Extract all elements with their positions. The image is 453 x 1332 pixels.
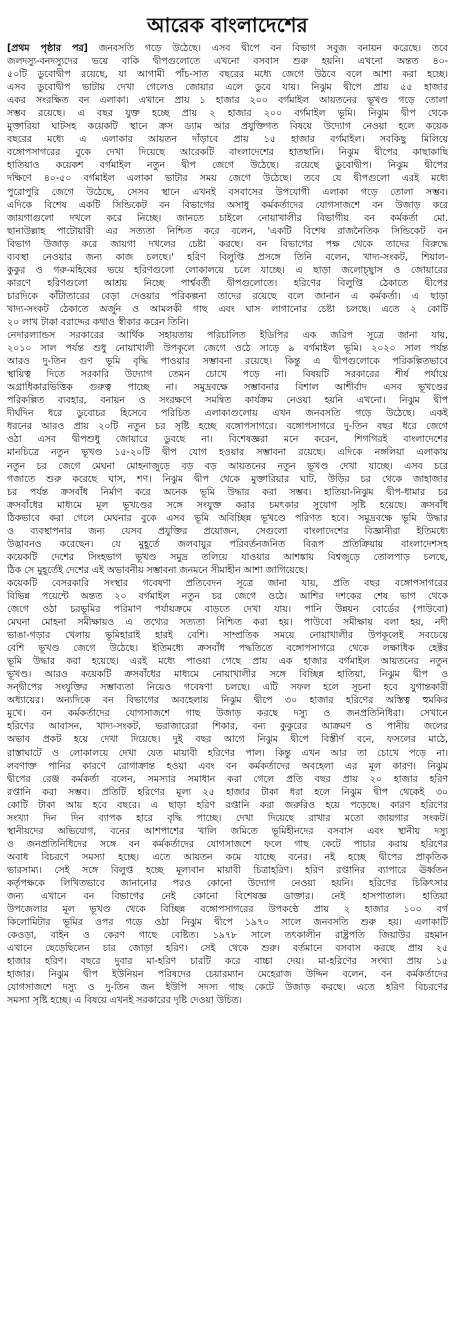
text-line bbox=[7, 812, 448, 825]
text-line bbox=[7, 733, 448, 746]
text-line-content: বিভাগ উজাড় করে জায়গা দখলের চেষ্টা করছে। বন বিভাগের পক্ষ থেকে তাদের বিরুদ্ধে bbox=[7, 238, 448, 250]
text-line-content: হাজার হরিণ। বছরে দুবার মা-হরিণ চারটি করে বাচ্চা দেয়। মা-হরিণের সংখ্যা প্রায় ১৫ bbox=[7, 956, 448, 968]
text-line bbox=[7, 186, 448, 199]
text-line-content: ভূখণ্ড। আরও কয়েকটি ক্রসবাঁধের মাধ্যমে নোয়াখালীর সঙ্গে বিচ্ছিন্ন হাতিয়া, নিঝুম দ্বীপ ও bbox=[7, 669, 448, 681]
text-line bbox=[7, 120, 448, 133]
headline: আরেক বাংলাদেশের bbox=[147, 13, 308, 37]
text-line bbox=[7, 994, 448, 1007]
text-line bbox=[7, 838, 448, 851]
text-line-content: কুকুর ও গরু-মহিষের ভয়ে হরিণগুলো লোকালয়ে চলে যাচ্ছে। এ ছাড়া জলোচ্ছ্বাস ও জোয়ারের bbox=[7, 264, 448, 276]
text-line bbox=[7, 355, 448, 368]
text-line-content: মুক্তারিয়া ঘাটসহ কয়েকটি স্থানে ক্রস ড্যাম আর প্রযুক্তিগত বিষয়ে উদ্যোগ নেওয়া হলে কয়েক bbox=[7, 121, 448, 133]
text-line-content: অগ্রাধিকারভিত্তিক গুরুত্ব পাচ্ছে না। সমুদ্রবক্ষে সম্ভাবনার বিশাল আশীর্বাদ এসব ভূখণ্ডের bbox=[7, 382, 448, 394]
text-line bbox=[7, 251, 448, 264]
text-line bbox=[7, 394, 448, 407]
text-line bbox=[7, 629, 448, 642]
text-line bbox=[7, 342, 448, 355]
text-line bbox=[7, 290, 448, 303]
text-line-content: কোটি টাকা আয় হবে বছরে। এ ছাড়া হরিণ রপ্তানি করা জরুরিও হয়ে পড়েছে। কারণ হরিণের bbox=[7, 799, 448, 811]
text-line-content: স্থায়িত্ব দিতে সরকারি উদ্যোগ তেমন চোখে পড়ে না। বিষয়টি সরকারের শীর্ষ পর্যায়ে bbox=[7, 369, 448, 381]
text-line-content: ওঠা এসব দ্বীপশুধু জোয়ারে ডুবছে না। বিশেষজ্ঞরা মনে করেন, শিগগিরই বাংলাদেশের bbox=[7, 434, 448, 446]
text-line-content: বিভিন্ন পয়েন্টে অন্তত ২০ বর্গমাইল নতুন চর জেগে ওঠে। আশির দশকের শেষ ভাগ থেকে bbox=[7, 590, 448, 602]
text-line bbox=[7, 773, 448, 786]
text-line-content: আরও দু-তিন গুণ ভূমি বৃদ্ধি পাওয়ার সম্ভাবনা রয়েছে। কিন্তু এ দ্বীপগুলোকে পরিকল্পিতভাবে bbox=[7, 356, 448, 368]
text-line bbox=[7, 890, 448, 903]
text-line-content: বছরের মধ্যে এ এলাকার আয়তন দাঁড়াবে প্রায় ১৫ হাজার বর্গমাইল। সবকিছু মিলিয়ে bbox=[7, 134, 448, 146]
text-line-content: সংখ্যা দিন দিন ব্যাপক হারে বৃদ্ধি পাচ্ছে। দেখা দিয়েছে রাখার মতো জায়গার সংকট। bbox=[7, 812, 448, 824]
continuation-marker: [প্রথম পৃষ্ঠার পর] bbox=[7, 43, 88, 54]
text-line bbox=[7, 564, 448, 577]
text-line-content: বেশি ভূখণ্ড জেগে উঠেছে। ইতিমধ্যে ক্রসবাঁধ পদ্ধতিতে বঙ্গোপসাগরে থেকে লক্ষাধিক হেক্টর bbox=[7, 643, 448, 655]
text-line bbox=[7, 133, 448, 146]
text-line bbox=[7, 916, 448, 929]
text-line-content: ৫০টি ডুবোদ্বীপ রয়েছে, যা আগামী পাঁচ-সাত বছরের মধ্যে জেগে উঠবে বলে আশা করা হচ্ছে। bbox=[7, 69, 448, 81]
text-line bbox=[7, 277, 448, 290]
text-line bbox=[7, 525, 448, 538]
text-line bbox=[7, 303, 448, 316]
text-line bbox=[7, 760, 448, 773]
text-line-content: কয়েকটি দেশের সিংহভাগ ভূখণ্ড সমুদ্র তলিয়ে যাওয়ার আশঙ্কায় বিশ্বজুড়ে তোলপাড় চলছে, bbox=[7, 551, 448, 563]
text-line bbox=[7, 420, 448, 433]
text-line bbox=[7, 825, 448, 838]
text-line bbox=[7, 433, 448, 446]
text-line bbox=[7, 81, 448, 94]
text-line-content: জন্য এখানে বন বিভাগের নেই কোনো বিশেষজ্ঞ ডাক্তার। নেই হাসপাতাল। হাতিয়া bbox=[7, 891, 448, 903]
text-line bbox=[7, 446, 448, 459]
text-line bbox=[7, 577, 448, 590]
text-line bbox=[7, 551, 448, 564]
text-line-content: উদ্ভাবনও করেছেন। যে মুহূর্তে জলবায়ুর পরিবর্তনজনিত বিরূপ প্রতিক্রিয়ায় বাংলাদেশসহ bbox=[7, 538, 448, 550]
text-line-content: চারদিকে কাঁটাতারের বেড়া দেওয়ার পরিকল্পনা তাদের রয়েছে বলে জানান এ কর্মকর্তা। এ ছাড়া bbox=[7, 290, 448, 302]
text-line bbox=[7, 981, 448, 994]
text-line bbox=[7, 473, 448, 486]
text-line bbox=[7, 720, 448, 733]
text-line-content: কয়েকটি বেসরকারি সংস্থার গবেষণা প্রতিবেদন সূত্রে জানা যায়, প্রতি বছর বঙ্গোপসাগরের bbox=[7, 577, 448, 589]
text-line-content: রাস্তাঘাটে ও লোকালয়ে দেখা যেত মায়াবী হরিণের পাল। কিন্তু এখন আর তা চোখে পড়ে না। bbox=[7, 747, 448, 759]
text-line-content: কিলোমিটার ভূমির ওপর গড়ে ওঠা নিঝুম দ্বীপে ১৯৭০ সালে জনবসতি শুরু হয়। এলাকাটি bbox=[7, 917, 448, 929]
text-line-content: অধ্যায়ের। অন্যদিকে বন বিভাগের অবহেলায় নিঝুম দ্বীপে ৩০ হাজার হরিণের অস্তিত্ব হুমকির bbox=[7, 695, 448, 707]
text-line-content: কারণে হরিণগুলো আশ্রয় নিচ্ছে পার্শ্ববর্তী দ্বীপগুলোতে। হরিণের বিলুপ্তি ঠেকাতে দ্বীপের bbox=[7, 277, 448, 289]
text-line bbox=[7, 159, 448, 172]
text-line bbox=[7, 616, 448, 629]
text-line-content: একর সংরক্ষিত বন এলাকা। এখানে প্রায় ১ হাজার ২০০ বর্গমাইল আয়তনের ভূখণ্ড গড়ে তোলা bbox=[7, 95, 448, 107]
text-line-content: মেঘনা মোহনা সমীক্ষায়ও এ তথ্যের সত্যতা নিশ্চিত করা হয়। পাউবো সমীক্ষায় বলা হয়, নদী bbox=[7, 617, 448, 629]
paragraph-3 bbox=[7, 577, 448, 1008]
text-line-content: কেওড়া, বাইন ও কেরণ গাছে বেষ্টিত। ১৯৭৮ সালে তৎকালীন রাষ্ট্রপতি জিয়াউর রহমান bbox=[7, 930, 448, 942]
text-line-content: সমস্যা সৃষ্টি হচ্ছে। এ বিষয়ে এখনই সরকারের দৃষ্টি দেওয়া উচিত। bbox=[7, 995, 242, 1007]
text-line-content: পুরোপুরি জেগে উঠেছে, সেসব স্থানে এখনই বসবাসের উপযোগী এলাকা গড়ে তোলা সম্ভব। bbox=[7, 186, 448, 198]
text-line-content: ঠিকভাবে করা গেলে মেঘনার বুকে এসব ভূমি অবিচ্ছিন্ন ভূখণ্ডে পরিণত হবে। সমুদ্রবক্ষে ভূমি উদ্ধার bbox=[7, 512, 448, 524]
text-line-content: কর্তৃপক্ষকে লিখিতভাবে জানানোর পরও কোনো উদ্যোগ নেওয়া হয়নি। হরিণের চিকিৎসার bbox=[7, 878, 448, 889]
text-line bbox=[7, 942, 448, 955]
text-line bbox=[7, 747, 448, 760]
text-line bbox=[7, 146, 448, 159]
text-line-content: মুখে। বন কর্মকর্তাদের যোগসাজশে গাছ উজাড় করছে দস্যু ও জনপ্রতিনিধিরা। সেখানে bbox=[7, 708, 448, 720]
text-line-content: সম্ভব রয়েছে। এ বছর যুক্ত হচ্ছে প্রায় ২ হাজার ২০০ বর্গমাইল ভূমি। নিঝুম দ্বীপ থেকে bbox=[7, 108, 448, 120]
text-line-content: নেদারল্যান্ডস সরকারের আর্থিক সহায়তায় পরিচালিত ইডিপির এক জরিপ সূত্রে জানা যায়, bbox=[7, 330, 448, 342]
text-line bbox=[7, 877, 448, 890]
text-line-content: গজাতে শুরু করেছে ঘাস, শণ। নিঝুম দ্বীপ থেকে মুক্তারিয়ার ঘাট, উড়ির চর থেকে জাহাজার bbox=[7, 473, 448, 485]
text-line-content: জায়গাগুলো দখলে করে নিচ্ছে। জানতে চাইলে নোয়াখালীর বিভাগীয় বন কর্মকর্তা মো. bbox=[7, 212, 448, 224]
text-line-content: উপজেলার মূল ভূখণ্ড থেকে বিচ্ছিন্ন বঙ্গোপসাগরের উপকণ্ঠে প্রায় ২ হাজার ১০০ বর্গ bbox=[7, 904, 448, 916]
text-line-content: ছানাউল্লাহ পাটোয়ারী এর সত্যতা নিশ্চিত করে বলেন, 'একটি বিশেষ রাজনৈতিক সিন্ডিকেট বন bbox=[7, 225, 448, 237]
text-line bbox=[7, 407, 448, 420]
paragraph-2 bbox=[7, 329, 448, 577]
text-line bbox=[7, 55, 448, 68]
text-line-content: ও জনপ্রতিনিধিদের সঙ্গে বন কর্মকর্তাদের যোগসাজশে ফলে গাছ কেটে পাচার করায় হরিণের bbox=[7, 838, 448, 850]
text-line-content: যোগসাজশে দস্যু ও দু-তিন জন ইউপি সদস্য গাছ কেটে উজাড় করছে। এতে হরিণ বিচরণের bbox=[7, 982, 448, 994]
text-line bbox=[7, 225, 448, 238]
text-line bbox=[7, 199, 448, 212]
text-line bbox=[7, 903, 448, 916]
text-line bbox=[7, 694, 448, 707]
text-line-content: জেগে ওঠা চরভূমির পরিমাণ পর্যায়ক্রমে বাড়তে দেখা যায়। পানি উন্নয়ন বোর্ডের (পাউবো) bbox=[7, 604, 448, 616]
text-line-content: দ্বীপের রেঞ্জ কর্মকর্তা বলেন, সমস্যার সমাধান করা গেলে প্রতি বছর প্রায় ২০ হাজার হরিণ bbox=[7, 773, 448, 785]
text-line bbox=[7, 655, 448, 668]
text-line-content: ক্রসবাঁধের মাধ্যমে মূল ভূখণ্ডের সঙ্গে সংযুক্ত করার চমৎকার সুযোগ সৃষ্টি হয়েছে। ক্রসবাঁধ bbox=[7, 499, 448, 511]
text-line-content: জলদস্যু-বনদস্যুদের ভয়ে বাকি দ্বীপগুলোতে এখনো বসবাস শুরু হয়নি। এখনো অন্তত ৪০- bbox=[7, 56, 448, 68]
text-line bbox=[7, 368, 448, 381]
text-line bbox=[7, 512, 448, 525]
text-line-content: দীর্ঘদিন ধরে ডুবোচর হিসেবে পরিচিত এলাকাগুলোয় এখন জনবসতি গড়ে উঠেছে। একই bbox=[7, 408, 448, 420]
text-line-content: রপ্তানি করা সম্ভব। প্রতিটি হরিণের মূল্য ২৫ হাজার টাকা ধরা হলে নিঝুম দ্বীপ থেকেই ৩০ bbox=[7, 786, 448, 798]
text-line bbox=[7, 864, 448, 877]
text-line-content: নতুন চর জেগে মেঘনা মোহনাজুড়ে বড় বড় আয়তনের নতুন ভূখণ্ড দেখা যাচ্ছে। এসব চরে bbox=[7, 460, 448, 472]
text-line bbox=[7, 707, 448, 720]
text-line-content: ভূমি উদ্ধার করা হয়েছে। এরই মধ্যে পাওয়া গেছে প্রায় এক হাজার বর্গমাইল আয়তনের নতুন bbox=[7, 656, 448, 668]
text-line-content: ২০১০ সাল পর্যন্ত শুধু নোয়াখালী উপকূলে জেগে ওঠে সাড়ে ৯ বর্গমাইল ভূমি। ২০২০ সাল পর্যন্ত bbox=[7, 343, 448, 355]
text-line-content: ধরনের আরও প্রায় ২০টি নতুন চর সৃষ্টি হচ্ছে বঙ্গোপসাগরে। বঙ্গোপসাগরে দু-তিন বছর ধরে জেগে bbox=[7, 421, 448, 433]
text-line bbox=[7, 107, 448, 120]
text-line bbox=[7, 968, 448, 981]
text-line-content: জনবসতি গড়ে উঠেছে। এসব দ্বীপে বন বিভাগ সবুজ বনায়ন করেছে। তবে bbox=[87, 43, 448, 54]
text-line bbox=[7, 68, 448, 81]
text-line-content: সন্দ্বীপের সংযুক্তির সম্ভাব্যতা নিয়েও গবেষণা চলছে। এটি সফল হলে সূচনা হবে যুগান্তকারী bbox=[7, 682, 448, 694]
text-line bbox=[7, 499, 448, 512]
text-line-content: অবাধ বিচরণে সমস্যা হচ্ছে। এতে আয়তন কমে যাচ্ছে বনের। নই হচ্ছে দ্বীপের প্রাকৃতিক bbox=[7, 851, 448, 863]
text-line-content: হাতিয়াও কয়েকশ বর্গমাইল নতুন দ্বীপ জেগে উঠেছে। রয়েছে ডুবোদ্বীপ। নিঝুম দ্বীপের bbox=[7, 160, 448, 172]
paragraph-1 bbox=[7, 42, 448, 329]
text-line-content: চর পর্যন্ত ক্রসবাঁধ নির্মাণ করে অনেক ভূমি উদ্ধার করা সম্ভব। হাতিয়া-নিঝুম দ্বীপ-ধামার চর bbox=[7, 486, 448, 498]
text-line bbox=[7, 238, 448, 251]
text-line-content: স্থানীয়দের অভিযোগ, বনের আশপাশের খালি জমিতে ভূমিহীনদের বসবাস এবং স্থানীয় দস্যু bbox=[7, 825, 448, 837]
text-line-content: এদিকে বিশেষ একটি সিন্ডিকেট বন বিভাগের অসাধু কর্মকর্তাদের যোগসাজশে বন উজাড় করে bbox=[7, 199, 448, 211]
text-line bbox=[7, 381, 448, 394]
text-line bbox=[7, 603, 448, 616]
text-line-content: হাজার। নিঝুম দ্বীপ ইউনিয়ন পরিষদের চেয়ারম্যান মেহেরাজ উদ্দিন বলেন, বন কর্মকর্তাদের bbox=[7, 969, 448, 981]
text-line bbox=[7, 212, 448, 225]
text-line-content: দক্ষিণে ৪০-৫০ বর্গমাইল এলাকা ভাটার সময় জেগে উঠেছে। তবে যে দ্বীপগুলো এরই মধ্যে bbox=[7, 173, 448, 185]
text-line-content: ব্যবস্থা নেওয়ার জন্য কাজ চলছে।' হরিণ বিলুপ্তি প্রসঙ্গে তিনি বলেন, খাদ্য-সংকট, শিয়াল- bbox=[7, 251, 448, 263]
text-line bbox=[7, 94, 448, 107]
text-line-content: ভারসাম্য। সেই সঙ্গে বিলুপ্ত হচ্ছে মূল্যবান মায়াবী চিত্রাহরিণ। হরিণ রপ্তানির ব্যাপারে ঊর্ধ্বতন bbox=[7, 864, 448, 876]
text-line bbox=[7, 172, 448, 185]
text-line bbox=[7, 42, 448, 55]
text-line bbox=[7, 642, 448, 655]
text-line bbox=[7, 264, 448, 277]
text-line bbox=[7, 955, 448, 968]
text-line-content: এখানে ছেড়েছিলেন চার জোড়া হরিণ। সেই থেকে শুরু। বর্তমানে বসবাস করছে প্রায় ২৫ bbox=[7, 943, 448, 955]
text-line-content: ২০ লাখ টাকা বরাদ্দের কথাও স্বীকার করেন তিনি। bbox=[7, 316, 189, 328]
text-line bbox=[7, 460, 448, 473]
text-line-content: বঙ্গোপসাগরের বুকে দেখা দিয়েছে আরেকটি বাংলাদেশের হাতছানি। নিঝুম দ্বীপের কাছাকাছি bbox=[7, 147, 448, 159]
text-line bbox=[7, 316, 448, 329]
text-line-content: ঠিক সে মুহূর্তেই দেশের এই অভাবনীয় সম্ভাবনা জনমনে সীমাহীন আশা জাগিয়েছে। bbox=[7, 564, 308, 576]
text-line-content: ও ব্যবস্থাপনার জন্য যেসব প্রযুক্তির প্রয়োজন, সেগুলো বাংলাদেশের বিজ্ঞানীরা ইতিমধ্যে bbox=[7, 525, 448, 537]
text-line-content: খাদ্য-সংকট ঠেকাতে অর্জুন ও আমলকী গাছ এবং ঘাস লাগানোর চেষ্টা চলছে। এতে ২ কোটি bbox=[7, 303, 448, 315]
text-line bbox=[7, 538, 448, 551]
text-line bbox=[7, 668, 448, 681]
text-line bbox=[7, 329, 448, 342]
text-line-content: লবণাক্ত পানির কারণে রোগাক্রান্ত হওয়া এবং বন কর্মকর্তাদের অবহেলা এর মূল কারণ। নিঝুম bbox=[7, 760, 448, 772]
article-body bbox=[7, 42, 448, 1007]
text-line bbox=[7, 786, 448, 799]
text-line-content: ভাঙা-গড়ার খেলায় ভূমিহারাই হারই বেশি। সাম্প্রতিক সময়ে নোয়াখালীর উপকূলেই সবচেয়ে bbox=[7, 630, 448, 642]
text-line bbox=[7, 929, 448, 942]
text-line-content: এসব ডুবোদ্বীপ ভাটায় দেখা গেলেও জোয়ার এলে ডুবে যায়। নিঝুম দ্বীপে প্রায় ৫৫ হাজার bbox=[7, 82, 448, 94]
text-line-content: পরিকল্পিত ব্যবহার, বনায়ন ও সংরক্ষণে সমন্বিত কার্যক্রম নেওয়া হয়নি এখনো। নিঝুম দ্বীপ bbox=[7, 395, 448, 407]
text-line bbox=[7, 799, 448, 812]
text-line-content: হরিণের আবাসন, খাদ্য-সংকট, ভরাজারেরা শিকার, বন্য কুকুরের আক্রমণ ও পানীয় জলের bbox=[7, 721, 448, 733]
text-line-content: মানচিত্রে নতুন ভূখণ্ড ১৫-২০টি দ্বীপ যোগ হওয়ার সম্ভাবনা রয়েছে। এদিকে নঙ্গলিয়া এলাকায় bbox=[7, 447, 448, 459]
text-line bbox=[7, 851, 448, 864]
text-line bbox=[7, 486, 448, 499]
text-line-content: অভাব প্রকট হয়ে দেখা দিয়েছে। দুই বছর আগে নিঝুম দ্বীপে বিস্তীর্ণ বনে, ফসলের মাঠে, bbox=[7, 734, 448, 746]
text-line bbox=[7, 681, 448, 694]
text-line bbox=[7, 590, 448, 603]
